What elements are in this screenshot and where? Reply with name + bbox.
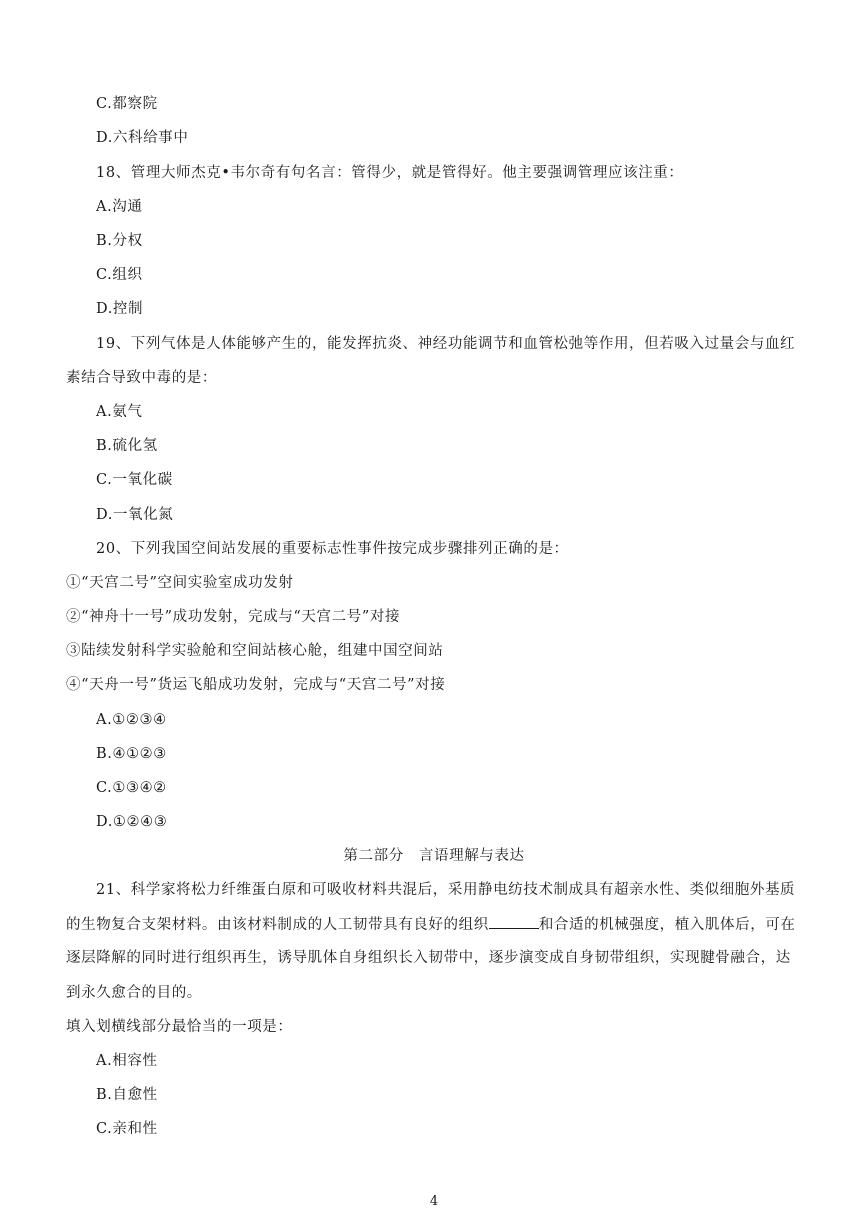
q20-option-d: D.①②④③ bbox=[96, 814, 168, 830]
q17-option-d: D.六科给事中 bbox=[96, 130, 189, 146]
q20-event-3: ③陆续发射科学实验舱和空间站核心舱，组建中国空间站 bbox=[66, 643, 444, 659]
q20-stem: 20、下列我国空间站发展的重要标志性事件按完成步骤排列正确的是： bbox=[96, 541, 569, 557]
section-heading: 第二部分 言语理解与表达 bbox=[343, 848, 525, 864]
q19-option-a: A.氨气 bbox=[96, 404, 143, 420]
q21-stem-line3: 逐层降解的同时进行组织再生，诱导肌体自身组织长入韧带中，逐步演变成自身韧带组织，实现腱骨融合，达 bbox=[66, 950, 791, 966]
q19-option-b: B.硫化氢 bbox=[96, 438, 158, 454]
q21-option-a: A.相容性 bbox=[96, 1053, 158, 1069]
q17-option-c: C.都察院 bbox=[96, 96, 158, 112]
q19-option-c: C.一氧化碳 bbox=[96, 472, 173, 488]
q18-option-c: C.组织 bbox=[96, 267, 143, 283]
q20-option-a: A.①②③④ bbox=[96, 712, 167, 728]
q20-event-4: ④“天舟一号”货运飞船成功发射，完成与“天宫二号”对接 bbox=[66, 677, 446, 693]
q19-stem-line2: 素结合导致中毒的是： bbox=[66, 370, 217, 386]
q21-stem-line1: 21、科学家将松力纤维蛋白原和可吸收材料共混后，采用静电纺技术制成具有超亲水性、类似细胞外基质 bbox=[96, 882, 796, 898]
q18-stem: 18、管理大师杰克•韦尔奇有句名言：管得少，就是管得好。他主要强调管理应该注重： bbox=[96, 165, 684, 181]
q20-option-b: B.④①②③ bbox=[96, 746, 167, 762]
q20-event-2: ②“神舟十一号”成功发射，完成与“天宫二号”对接 bbox=[66, 609, 401, 625]
q21-option-c: C.亲和性 bbox=[96, 1121, 158, 1137]
q19-stem-line1: 19、下列气体是人体能够产生的，能发挥抗炎、神经功能调节和血管松弛等作用，但若吸入过量会与血红 bbox=[96, 336, 796, 352]
q21-stem-line2 bbox=[66, 914, 796, 935]
q20-option-c: C.①③④② bbox=[96, 780, 167, 796]
fill-blank bbox=[489, 914, 539, 929]
q18-option-b: B.分权 bbox=[96, 233, 143, 249]
q20-event-1: ①“天宫二号”空间实验室成功发射 bbox=[66, 575, 294, 591]
q21-prompt: 填入划横线部分最恰当的一项是： bbox=[66, 1019, 293, 1035]
q21-line2-after: 和合适的机械强度，植入肌体后，可在 bbox=[538, 917, 796, 933]
q21-stem-line4: 到永久愈合的目的。 bbox=[66, 985, 202, 1001]
q19-option-d: D.一氧化氮 bbox=[96, 507, 174, 523]
page-number: 4 bbox=[429, 1194, 439, 1209]
q18-option-a: A.沟通 bbox=[96, 199, 143, 215]
q21-option-b: B.自愈性 bbox=[96, 1087, 158, 1103]
q21-line2-before: 的生物复合支架材料。由该材料制成的人工韧带具有良好的组织 bbox=[66, 917, 489, 933]
q18-option-d: D.控制 bbox=[96, 301, 144, 317]
